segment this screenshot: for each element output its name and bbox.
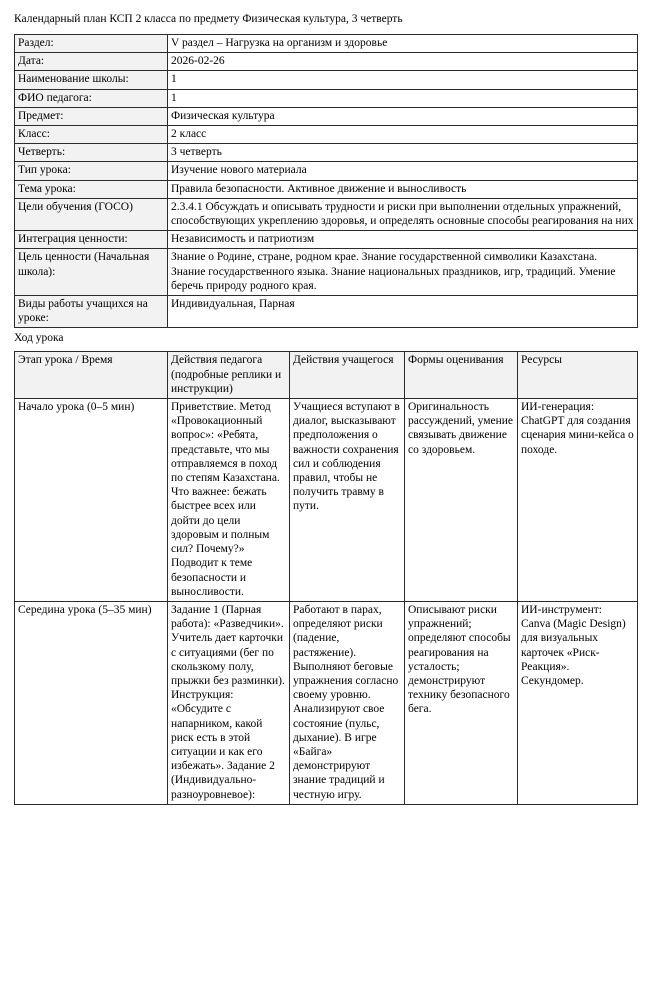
table-row	[15, 144, 638, 162]
cell-stage: Середина урока (5–35 мин)	[15, 601, 168, 804]
column-header-student-actions: Действия учащегося	[290, 352, 405, 399]
info-value: V раздел – Нагрузка на организм и здоровье	[168, 35, 638, 53]
table-row	[15, 35, 638, 53]
info-label: Тема урока:	[15, 180, 168, 198]
info-label: Раздел:	[15, 35, 168, 53]
cell-assessment: Оригинальность рассуждений, умение связывать движение со здоровьем.	[405, 399, 518, 602]
column-header-assessment: Формы оценивания	[405, 352, 518, 399]
info-value: Независимость и патриотизм	[168, 231, 638, 249]
info-value: Физическая культура	[168, 107, 638, 125]
table-row	[15, 53, 638, 71]
table-row	[15, 89, 638, 107]
table-row	[15, 601, 638, 804]
cell-teacher-actions: Задание 1 (Парная работа): «Разведчики». Учитель дает карточки с ситуациями (бег по скользкому полу, прыжки без разминки). Инструкция: «Обсудите с напарником, какой риск есть в этой ситуации и как его избежать». Задание 2 (Индивидуально-разноуровневое):	[168, 601, 290, 804]
table-row	[15, 198, 638, 230]
info-value: 3 четверть	[168, 144, 638, 162]
info-value: Изучение нового материала	[168, 162, 638, 180]
info-label: Тип урока:	[15, 162, 168, 180]
info-label: Интеграция ценности:	[15, 231, 168, 249]
lesson-flow-header	[15, 352, 638, 399]
info-label: ФИО педагога:	[15, 89, 168, 107]
page-title: Календарный план КСП 2 класса по предмету Физическая культура, 3 четверть	[14, 13, 403, 25]
info-label: Четверть:	[15, 144, 168, 162]
table-row	[15, 399, 638, 602]
cell-assessment: Описывают риски упражнений; определяют способы реагирования на усталость; демонстрируют технику безопасного бега.	[405, 601, 518, 804]
lesson-info-table	[14, 34, 638, 328]
cell-resources: ИИ-генерация: ChatGPT для создания сценария мини-кейса о походе.	[518, 399, 638, 602]
info-value: 2.3.4.1 Обсуждать и описывать трудности и риски при выполнении отдельных упражнений, способствующих укреплению здоровья, и определять основные способы реагирования на них	[168, 198, 638, 230]
cell-student-actions: Учащиеся вступают в диалог, высказывают предположения о важности сохранения сил и соблюдения правил, чтобы не получить травму в пути.	[290, 399, 405, 602]
lesson-flow-body	[15, 399, 638, 805]
info-value: 1	[168, 89, 638, 107]
table-row	[15, 107, 638, 125]
info-value: Правила безопасности. Активное движение и выносливость	[168, 180, 638, 198]
table-row	[15, 296, 638, 328]
info-label: Класс:	[15, 126, 168, 144]
info-label: Цели обучения (ГОСО)	[15, 198, 168, 230]
table-row	[15, 180, 638, 198]
info-value: 1	[168, 71, 638, 89]
info-label: Виды работы учащихся на уроке:	[15, 296, 168, 328]
info-label: Цель ценности (Начальная школа):	[15, 249, 168, 296]
info-label: Предмет:	[15, 107, 168, 125]
info-value: Индивидуальная, Парная	[168, 296, 638, 328]
cell-stage: Начало урока (0–5 мин)	[15, 399, 168, 602]
table-row	[15, 126, 638, 144]
flow-section-caption: Ход урока	[14, 332, 64, 345]
table-row	[15, 162, 638, 180]
info-label: Наименование школы:	[15, 71, 168, 89]
column-header-teacher-actions: Действия педагога (подробные реплики и инструкции)	[168, 352, 290, 399]
column-header-resources: Ресурсы	[518, 352, 638, 399]
cell-resources: ИИ-инструмент: Canva (Magic Design) для визуальных карточек «Риск-Реакция». Секундомер.	[518, 601, 638, 804]
table-row	[15, 249, 638, 296]
cell-student-actions: Работают в парах, определяют риски (падение, растяжение). Выполняют беговые упражнения согласно своему уровню. Анализируют свое состояние (пульс, дыхание). В игре «Байга» демонстрируют знание традиций и честную игру.	[290, 601, 405, 804]
table-row	[15, 71, 638, 89]
info-value: Знание о Родине, стране, родном крае. Знание государственной символики Казахстана. Знание государственного языка. Знание национальных праздников, игр, традиций. Умение беречь природу родного края.	[168, 249, 638, 296]
table-row	[15, 231, 638, 249]
column-header-stage: Этап урока / Время	[15, 352, 168, 399]
table-header-row	[15, 352, 638, 399]
info-value: 2 класс	[168, 126, 638, 144]
cell-teacher-actions: Приветствие. Метод «Провокационный вопрос»: «Ребята, представьте, что мы отправляемся в поход по степям Казахстана. Что важнее: бежать быстрее всех или дойти до цели здоровым и полным сил? Почему?» Подводит к теме безопасности и выносливости.	[168, 399, 290, 602]
info-value: 2026-02-26	[168, 53, 638, 71]
lesson-flow-table	[14, 351, 638, 804]
lesson-info-body	[15, 35, 638, 328]
info-label: Дата:	[15, 53, 168, 71]
